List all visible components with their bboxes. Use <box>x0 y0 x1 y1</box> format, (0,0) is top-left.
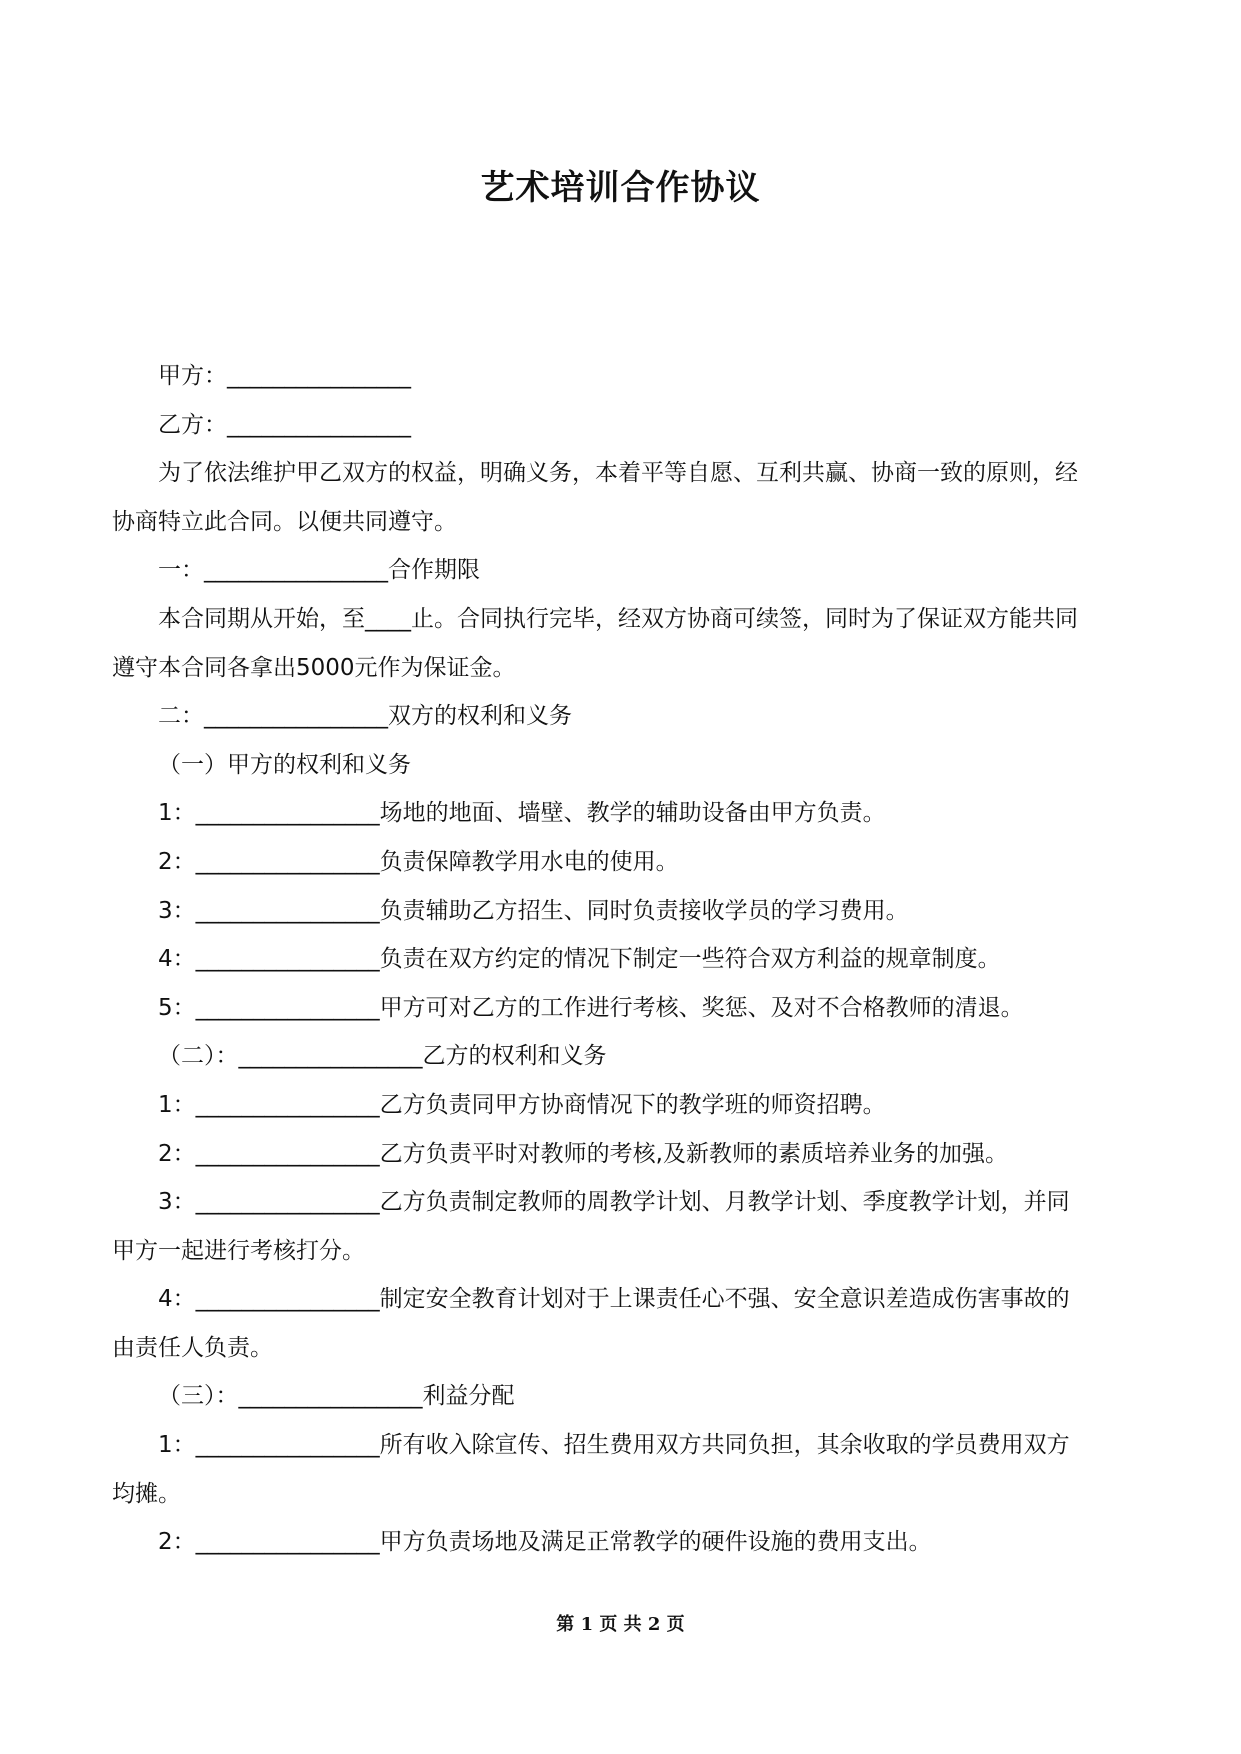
term-paragraph: 本合同期从开始，至____止。合同执行完毕，经双方协商可续签，同时为了保证双方能共同遵守本合同各拿出5000元作为保证金。 <box>112 605 1078 681</box>
page-number-footer: 第 1 页 共 2 页 <box>556 1614 685 1635</box>
party-a-clause-2: 2：________________负责保障教学用水电的使用。 <box>158 848 679 875</box>
party-b-clause-4: 4：________________制定安全教育计划对于上课责任心不强、安全意识差造成伤害事故的由责任人负责。 <box>112 1286 1070 1361</box>
party-b-clause-1: 1：________________乙方负责同甲方协商情况下的教学班的师资招聘。 <box>158 1091 886 1118</box>
document-title: 艺术培训合作协议 <box>480 168 761 208</box>
subsection-profit-heading: （三）：________________利益分配 <box>158 1383 515 1410</box>
party-a-clause-5: 5：________________甲方可对乙方的工作进行考核、奖惩、及对不合格教师的清退。 <box>158 994 1024 1021</box>
party-a-clause-1: 1：________________场地的地面、墙壁、教学的辅助设备由甲方负责。 <box>158 800 886 827</box>
party-a-line: 甲方：________________ <box>158 363 411 389</box>
party-b-clause-3: 3：________________乙方负责制定教师的周教学计划、月教学计划、季度教学计划，并同甲方一起进行考核打分。 <box>112 1189 1070 1264</box>
preamble-paragraph: 为了依法维护甲乙双方的权益，明确义务，本着平等自愿、互利共赢、协商一致的原则，经协商特立此合同。以便共同遵守。 <box>112 460 1078 535</box>
subsection-party-a-heading: （一）甲方的权利和义务 <box>158 751 411 778</box>
section-1-heading: 一：________________合作期限 <box>158 557 480 584</box>
party-a-clause-4: 4：________________负责在双方约定的情况下制定一些符合双方利益的规章制度。 <box>158 946 1001 973</box>
party-b-clause-2: 2：________________乙方负责平时对教师的考核,及新教师的素质培养业务的加强。 <box>158 1140 1008 1167</box>
subsection-party-b-heading: （二）：________________乙方的权利和义务 <box>158 1043 607 1070</box>
profit-clause-1: 1：________________所有收入除宣传、招生费用双方共同负担，其余收取的学员费用双方均摊。 <box>112 1432 1070 1507</box>
section-2-heading: 二：________________双方的权利和义务 <box>158 703 572 730</box>
party-a-clause-3: 3：________________负责辅助乙方招生、同时负责接收学员的学习费用。 <box>158 897 909 924</box>
profit-clause-2: 2：________________甲方负责场地及满足正常教学的硬件设施的费用支出。 <box>158 1529 932 1556</box>
document-body <box>112 352 1090 1567</box>
party-b-line: 乙方：________________ <box>158 411 411 438</box>
